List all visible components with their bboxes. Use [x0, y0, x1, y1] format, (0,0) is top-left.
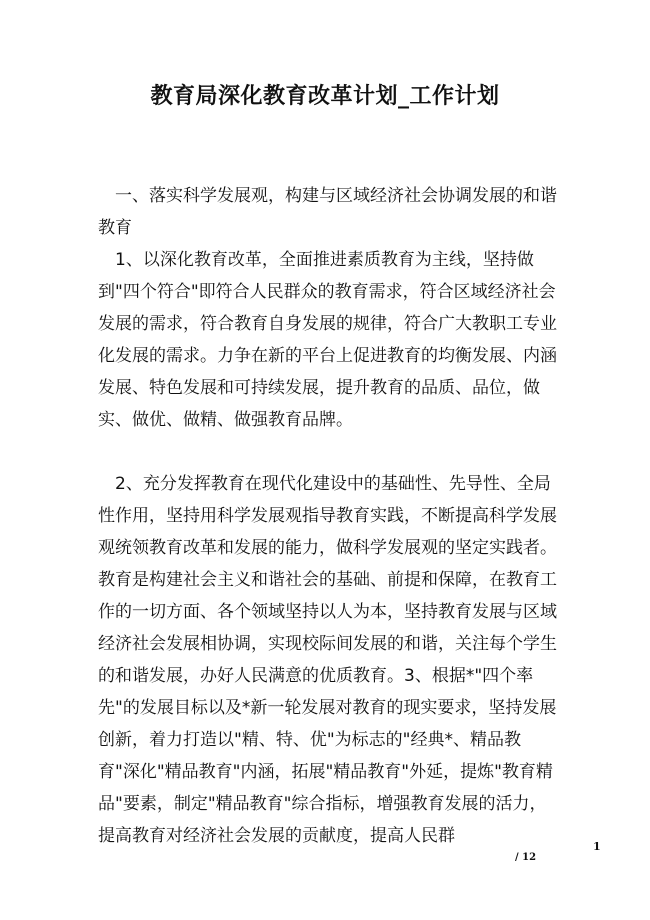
paragraph-2: 2、充分发挥教育在现代化建设中的基础性、先导性、全局性作用，坚持用科学发展观指导教育实践，不断提高科学发展观统领教育改革和发展的能力，做科学发展观的坚定实践者。教育是构建社会主义和谐社会的基础、前提和保障，在教育工作的一切方面、各个领域坚持以人为本，坚持教育发展与区域经济社会发展相协调，实现校际间发展的和谐，关注每个学生的和谐发展，办好人民满意的优质教育。3、根据*"四个率先"的发展目标以及*新一轮发展对教育的现实要求，坚持发展创新，着力打造以"精、特、优"为标志的"经典*、精品教育"深化"精品教育"内涵，拓展"精品教育"外延，提炼"教育精品"要素，制定"精品教育"综合指标，增强教育发展的活力，提高教育对经济社会发展的贡献度，提高人民群: [98, 474, 557, 846]
section-heading: 一、落实科学发展观，构建与区域经济社会协调发展的和谐教育: [98, 186, 557, 238]
document-title: 教育局深化教育改革计划_工作计划: [150, 84, 500, 109]
page-count: / 12: [515, 852, 537, 863]
document-body: [98, 180, 562, 852]
page-number: 1: [593, 840, 601, 853]
paragraph-1: 1、以深化教育改革，全面推进素质教育为主线，坚持做到"四个符合"即符合人民群众的教育需求，符合区域经济社会发展的需求，符合教育自身发展的规律，符合广大教职工专业化发展的需求。力争在新的平台上促进教育的均衡发展、内涵发展、特色发展和可持续发展，提升教育的品质、品位，做实、做优、做精、做强教育品牌。: [98, 250, 557, 430]
